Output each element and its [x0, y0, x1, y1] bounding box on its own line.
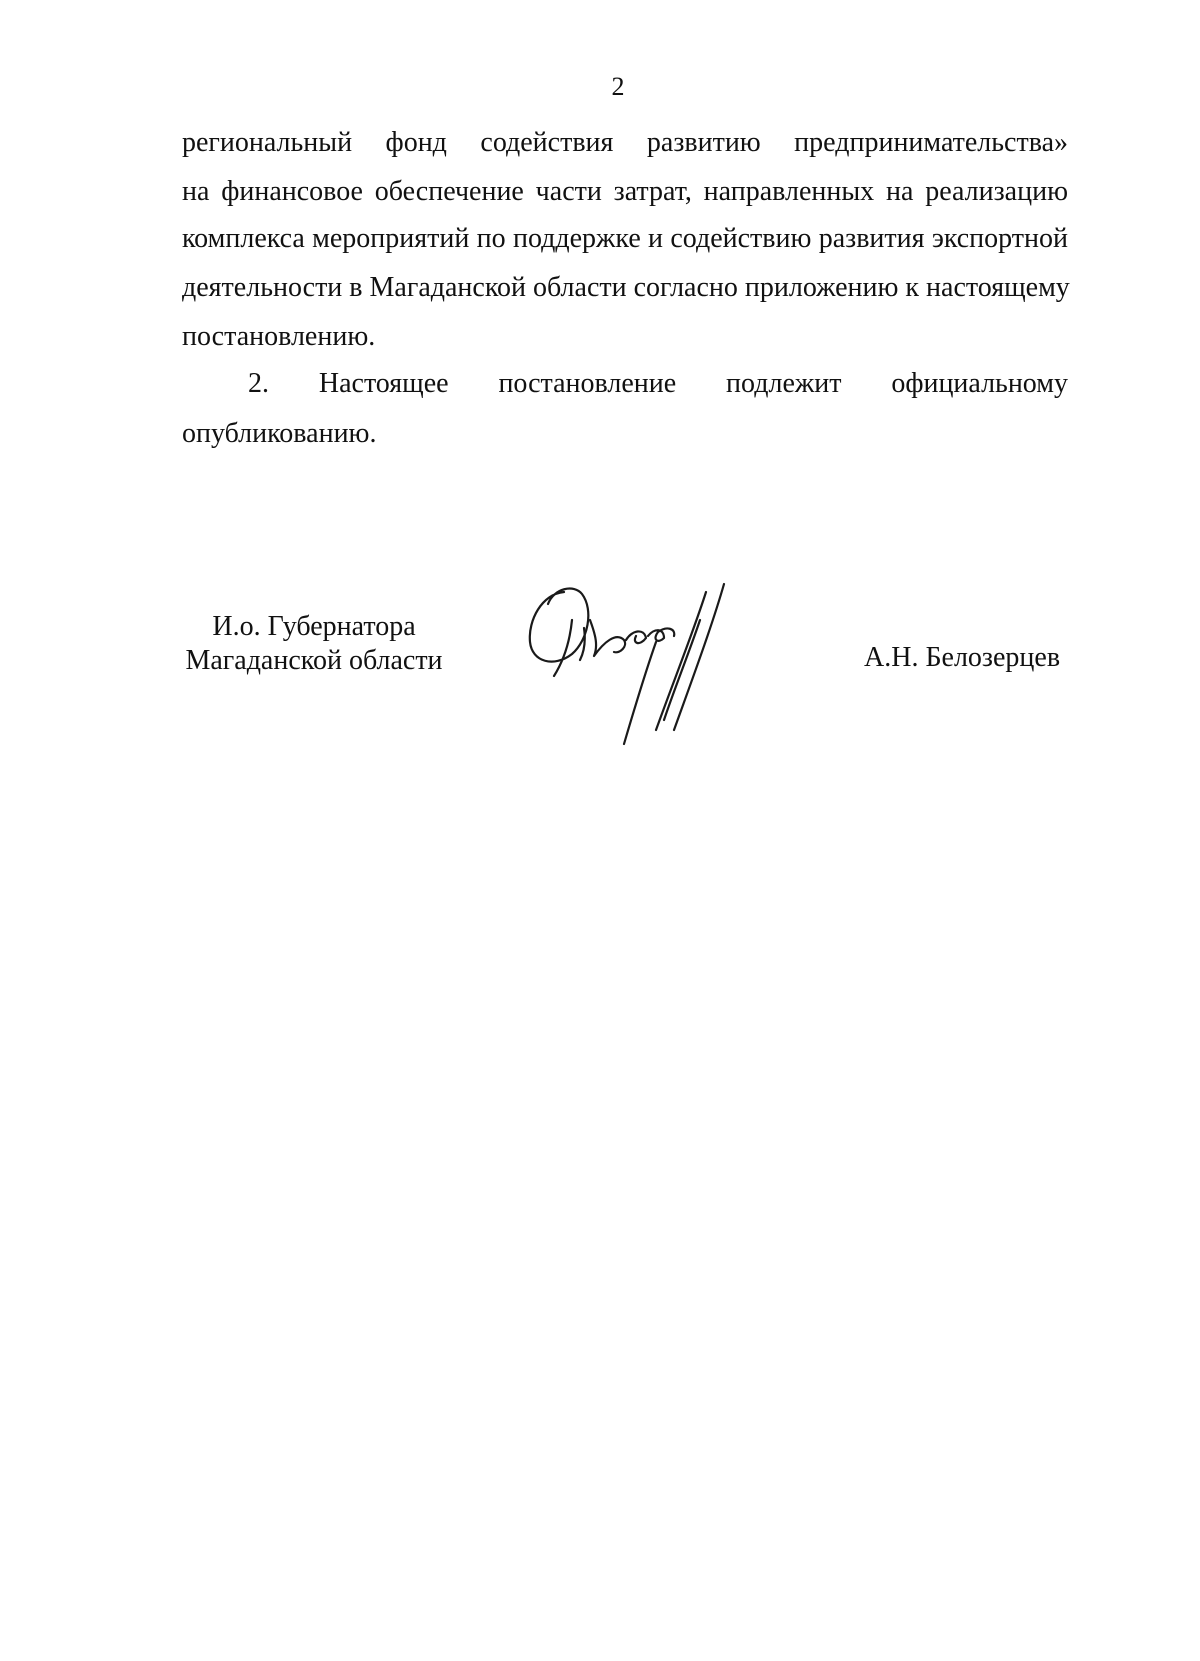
body-line-5: постановлению.	[182, 321, 376, 352]
signatory-position-line-2: Магаданской области	[185, 645, 443, 676]
page-number: 2	[611, 72, 625, 101]
body-line-4: деятельности в Магаданской области согласно приложению к настоящему	[182, 272, 1070, 303]
body-line-2: на финансовое обеспечение части затрат, направленных на реализацию	[182, 176, 1068, 207]
signatory-position	[182, 610, 446, 678]
body-line-7: опубликованию.	[182, 418, 377, 449]
signatory-name: А.Н. Белозерцев	[864, 642, 1061, 673]
body-line-3: комплекса мероприятий по поддержке и содействию развития экспортной	[182, 223, 1068, 254]
handwritten-signature	[524, 580, 784, 750]
body-line-6: 2. Настоящее постановление подлежит официальному	[248, 368, 1068, 399]
signatory-position-line-1: И.о. Губернатора	[212, 611, 416, 642]
body-line-1: региональный фонд содействия развитию предпринимательства»	[182, 127, 1068, 158]
